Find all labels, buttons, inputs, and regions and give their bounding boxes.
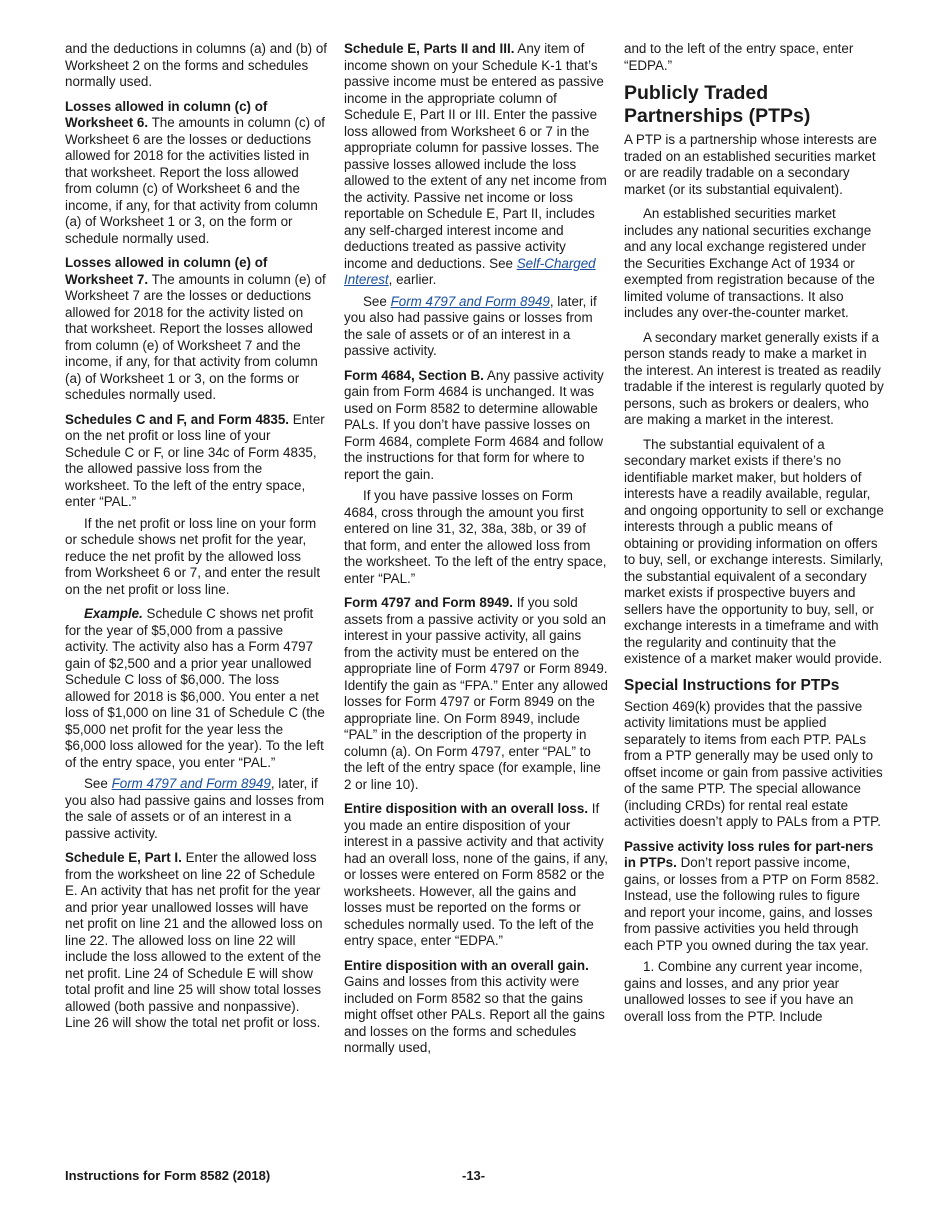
paragraph: [65, 99, 327, 248]
paragraph: [344, 41, 608, 289]
form-4797-8949-link[interactable]: Form 4797 and Form 8949: [111, 776, 271, 791]
paragraph-text: The amounts in column (c) of Worksheet 6 are the losses or deductions allowed for 2018 for the activities listed in that worksheet. Report the loss allowed from column (c) of Worksheet 6 and the income, if any, for that activity from column (a) of Worksheet 1 or 3, on the form or schedule normally used.: [65, 115, 325, 246]
paragraph-text: Schedule C shows net profit for the year of $5,000 from a passive activity. The activity also has a Form 4797 gain of $2,500 and a prior year unallowed Schedule C loss of $6,000. The loss allowed for 2018 is $6,000. You enter a net loss of $1,000 on line 31 of Schedule C (the $5,000 net profit for the year less the $6,000 loss allowed for the year). To the left of the entry space, you enter “PAL.”: [65, 606, 325, 770]
section-heading-ptps: Publicly Traded Partnerships (PTPs): [624, 82, 811, 127]
paragraph: A secondary market generally exists if a person stands ready to make a market in the interest. An interest is treated as readily tradable if the interest is regularly quoted by persons, such as brokers or dealers, who are making a market in the interest.: [624, 329, 884, 427]
paragraph-heading: Entire disposition with an overall gain.: [344, 957, 589, 973]
paragraph-text: Enter the allowed loss from the worksheet on line 22 of Schedule E. An activity that has net profit for the year and prior year unallowed losses will have net profit on line 21 and the allowed loss on line 22. The allowed loss on line 22 will include the loss allowed to the extent of the net profit. Line 24 of Schedule E will show total profit and line 25 will show total losses allowed (both passive and nonpassive). Line 26 will show the total net profit or loss.: [65, 850, 323, 1030]
paragraph-heading: Losses allowed in column (e) of Worksheet 7.: [65, 255, 268, 287]
footer-form-title: Instructions for Form 8582 (2018): [65, 1168, 271, 1183]
paragraph: Section 469(k) provides that the passive activity limitations must be applied separately to items from each PTP. PALs from a PTP generally may be used only to offset income or gain from passive activities of the same PTP. The special allowance (including CRDs) for rental real estate activities doesn’t apply to PALs from a PTP.: [624, 698, 883, 829]
paragraph-heading: Passive activity loss rules for part-ners in PTPs.: [624, 838, 874, 870]
paragraph: If you have passive losses on Form 4684, cross through the amount you first entered on line 31, 32, 38a, 38b, or 39 of that form, and enter the allowed loss from the worksheet. To the left of the entry space, enter “PAL.”: [344, 488, 607, 586]
paragraph: [344, 368, 608, 484]
paragraph: An established securities market includes any national securities exchange and any local exchange registered under the Securities Exchange Act of 1934 or exempted from registration because of the limited volume of transactions. It also includes any over-the-counter market.: [624, 206, 875, 320]
paragraph-text: Any passive activity gain from Form 4684 is unchanged. It was used on Form 8582 to determine allowable PALs. If you don’t have passive losses on Form 4684, complete Form 4684 and follow the instructions for that form for where to report the gain.: [344, 367, 604, 482]
section-heading-special-instructions: Special Instructions for PTPs: [624, 676, 840, 694]
paragraph-heading: Form 4684, Section B.: [344, 367, 484, 383]
paragraph: A PTP is a partnership whose interests are traded on an established securities market or are readily tradable on a secondary market (or its substantial equivalent).: [624, 132, 877, 197]
paragraph: [344, 958, 608, 1057]
paragraph: If the net profit or loss line on your form or schedule shows net profit for the year, reduce the net profit by the allowed loss from Worksheet 6 or 7, and enter the result on the net profit or loss line.: [65, 515, 321, 597]
paragraph: [65, 850, 327, 1032]
paragraph-heading: Schedules C and F, and Form 4835.: [65, 411, 289, 427]
paragraph: The substantial equivalent of a secondary market exists if there’s no identifiable market maker, but holders of interests have a readily available, regular, and ongoing opportunity to sell or exchange interests through a public means of obtaining or providing information on offers to buy, sell, or exchange interests. Similarly, the substantial equivalent of a secondary market exists if prospective buyers and sellers have the opportunity to buy, sell, or exchange interests in a timeframe and with the regularity and continuity that the existence of a market maker would provide.: [624, 436, 884, 666]
paragraph: and to the left of the entry space, enter “EDPA.”: [624, 41, 854, 73]
paragraph: [65, 776, 327, 842]
column-3: [624, 41, 886, 1033]
paragraph-text: Any item of income shown on your Schedule K-1 that’s passive income must be entered as passive income in the appropriate column of Schedule E, Part II or III. Enter the passive loss allowed from Worksheet 6 or 7 in the appropriate column for passive losses. The passive losses allowed include the loss allowed to the extent of any net income from the activity. Passive net income or loss reportable on Schedule E, Part II, includes any self-charged interest income and deductions treated as passive activity income and deductions. See: [344, 41, 607, 271]
paragraph-text: , earlier.: [388, 272, 437, 287]
paragraph-text: Gains and losses from this activity were included on Form 8582 so that the gains might offset other PALs. Report all the gains and losses on the forms and schedules normally used,: [344, 974, 605, 1055]
paragraph-text: If you made an entire disposition of your interest in a passive activity and that activity had an overall loss, none of the gains, if any, or losses were entered on Form 8582 or the worksheets. However, all the gains and losses must be reported on the forms or schedules normally used. To the left of the entry space, enter “EDPA.”: [344, 801, 609, 948]
paragraph-heading: Schedule E, Part I.: [65, 850, 182, 865]
paragraph: [65, 255, 327, 404]
paragraph: and the deductions in columns (a) and (b) of Worksheet 2 on the forms and schedules normally used.: [65, 41, 328, 89]
paragraph-heading: Form 4797 and Form 8949.: [344, 595, 513, 610]
page-number: -13-: [462, 1168, 486, 1183]
paragraph-text: Enter on the net profit or loss line of your Schedule C or F, or line 34c of Form 4835, the allowed passive loss from the worksheet. To the left of the entry space, enter “PAL.”: [65, 411, 325, 509]
example-label: Example.: [84, 606, 143, 621]
paragraph-text: See: [363, 293, 387, 309]
paragraph-text: , later, if you also had passive gains or losses from the sale of assets or of an interest in a passive activity.: [344, 293, 597, 358]
paragraph: [65, 412, 327, 511]
paragraph: 1. Combine any current year income, gains and losses, and any prior year unallowed losses to see if you have an overall loss from the PTP. Include: [624, 959, 863, 1024]
column-2: [344, 41, 608, 1065]
paragraph-heading: Entire disposition with an overall loss.: [344, 801, 589, 816]
paragraph-text: See: [84, 776, 108, 791]
paragraph: [344, 595, 608, 793]
self-charged-interest-link[interactable]: Self-Charged Interest: [344, 255, 596, 287]
paragraph-heading: Schedule E, Parts II and III.: [344, 41, 515, 56]
paragraph-text: Don’t report passive income, gains, or losses from a PTP on Form 8582. Instead, use the following rules to figure and report your income, gains, and losses from passive activities you held through each PTP you owned during the tax year.: [624, 855, 880, 953]
paragraph: [344, 294, 608, 360]
paragraph-text: If you sold assets from a passive activity or you sold an interest in your passive activity, all gains from the activity must be entered on the appropriate line of Form 4797 or Form 8949. Identify the gain as “FPA.” Enter any allowed losses for Form 4797 or Form 8949 on the appropriate line. On Form 8949, include “PAL” in the description of the property in column (a). On Form 4797, enter “PAL” to the left of the entry space (for example, line 2 or line 10).: [344, 595, 608, 792]
column-1: [65, 41, 327, 1040]
paragraph: [624, 839, 886, 955]
paragraph-text: The amounts in column (e) of Worksheet 7 are the losses or deductions allowed for 2018 for the activity listed on that worksheet. Report the losses allowed from column (e) of Worksheet 7 and the income, if any, for that activity from column (a) of Worksheet 1 or 3, on the forms or schedules normally used.: [65, 271, 326, 402]
paragraph-heading: Losses allowed in column (c) of Worksheet 6.: [65, 98, 268, 130]
paragraph-text: , later, if you also had passive gains and losses from the sale of assets or of an interest in a passive activity.: [65, 776, 325, 841]
form-4797-8949-link[interactable]: Form 4797 and Form 8949: [390, 293, 550, 309]
paragraph: [344, 801, 608, 950]
paragraph: [65, 606, 327, 771]
